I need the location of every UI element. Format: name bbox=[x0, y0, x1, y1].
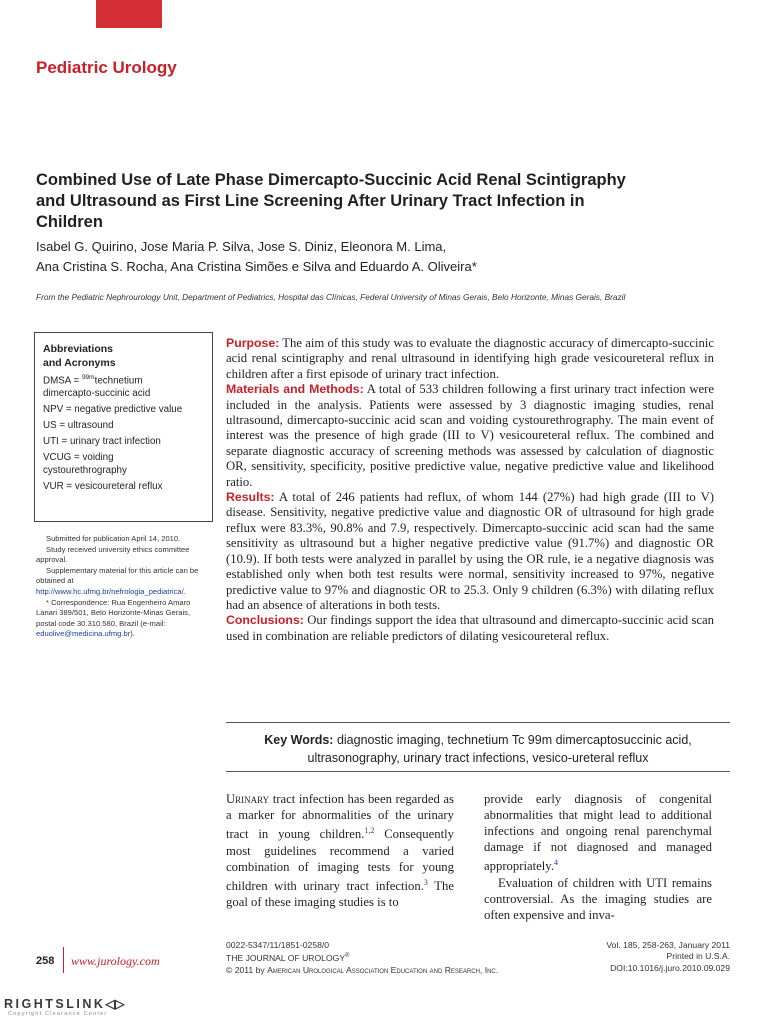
abbreviations-title-line-2: and Acronyms bbox=[43, 357, 116, 369]
abbr-dmsa bbox=[43, 371, 205, 400]
conclusions-text: Our findings support the idea that ultrasound and dimercapto-succinic acid scan used in combination are reliable predictors of dilating vesicoureteral reflux. bbox=[226, 613, 714, 643]
keywords-text: diagnostic imaging, technetium Tc 99m dimercaptosuccinic acid, ultrasonography, urinary tract infections, vesico-ureteral reflux bbox=[307, 733, 692, 765]
footnote-supp-end: . bbox=[183, 586, 186, 596]
footer-citation-info bbox=[540, 940, 730, 974]
section-color-tab bbox=[96, 0, 162, 28]
footer-publication-info bbox=[226, 940, 566, 976]
page-number: 258 bbox=[36, 955, 55, 967]
body-col1-text-c: The goal of these imaging studies is to bbox=[226, 878, 454, 910]
footer-volume: Vol. 185, 258-263, January 2011 bbox=[606, 940, 730, 950]
methods-text: A total of 533 children following a first urinary tract infection were included in the analysis. Patients were assessed by 3 diagnostic imaging studies, renal ultrasound, dimercapto-succinic acid scan and voiding cystourethrography. The main event of interest was the presence of high grade (III to V) vesicoureteral reflux. The combined and separate diagnostic accuracy of screening methods was assessed by calculation of diagnostic OR, sensitivity, specificity, positive predictive value, negative predictive value and likelihood ratio. bbox=[226, 382, 715, 489]
body-column-2 bbox=[484, 791, 712, 923]
keywords-rule-top bbox=[226, 722, 730, 723]
rightslink-brand: RIGHTSLINK bbox=[4, 997, 106, 1011]
footnotes bbox=[36, 534, 212, 640]
citation-ref-4[interactable]: 4 bbox=[554, 858, 558, 868]
footer-issn: 0022-5347/11/1851-0258/0 bbox=[226, 940, 330, 950]
footer-copyright-prefix: © 2011 by bbox=[226, 964, 268, 975]
purpose-text: The aim of this study was to evaluate the diagnostic accuracy of dimercapto-succinic acid renal scintigraphy and renal ultrasound in identifying high grade vesicoureteral reflux in children after a first episode of urinary tract infection. bbox=[226, 336, 714, 381]
footnote-correspondence bbox=[36, 598, 212, 640]
abstract-purpose bbox=[226, 336, 714, 382]
footnote-supplementary bbox=[36, 566, 212, 598]
footer-copyright bbox=[226, 965, 566, 976]
abbr-npv: NPV = negative predictive value bbox=[43, 404, 183, 416]
footer-printed: Printed in U.S.A. bbox=[666, 951, 730, 962]
abbreviations-box bbox=[34, 332, 213, 522]
body-col1-text-a: tract infection has been regarded as a marker for abnormalities of the urinary tract in young children. bbox=[226, 792, 454, 842]
abbr-vur: VUR = vesicoureteral reflux bbox=[43, 481, 163, 493]
footnote-supp-text: Supplementary material for this article can be obtained at bbox=[36, 565, 199, 586]
abbr-uti: UTI = urinary tract infection bbox=[43, 436, 161, 448]
abbr-dmsa-line-2: dimercapto-succinic acid bbox=[43, 388, 151, 400]
footer-journal bbox=[226, 951, 566, 964]
footnote-ethics: Study received university ethics committee approval. bbox=[36, 544, 190, 565]
footer-journal-name: THE JOURNAL OF UROLOGY bbox=[226, 953, 346, 964]
footer-doi: DOI:10.1016/j.juro.2010.09.029 bbox=[610, 962, 730, 973]
footnote-corr-text: * Correspondence: Rua Engenheiro Amaro Lanari 389/501, Belo Horizonte-Minas Gerais, postal code 30.310.580, Brazil (e-mail: bbox=[36, 597, 191, 628]
abstract bbox=[226, 336, 714, 644]
results-text: A total of 246 patients had reflux, of whom 144 (27%) had high grade (III to V) disease. Sensitivity, negative predictive value and diagnostic OR of ultrasound for high grade reflux were 83.3%, 90.8% and 7.9, respectively. Dimercapto-succinic acid scan had the same sensitivity as ultrasound but a higher negative predictive value (91.7%) and diagnostic OR (10.9). If both tests were analyzed in parallel by using the OR rule, ie a negative diagnosis was established only when both test results were normal, sensitivity increased to 97%, negative predictive value to 97% and diagnostic OR to 25.3. Only 9 children (6.3%) with dilating reflux had an absence of alterations in both tests. bbox=[226, 490, 714, 612]
supplementary-link[interactable]: http://www.hc.ufmg.br/nefrologia_pediatrica/ bbox=[36, 586, 184, 596]
abbr-vcug bbox=[43, 451, 205, 477]
author-list bbox=[36, 237, 676, 277]
body-lead-word: Urinary bbox=[226, 792, 270, 806]
body-col2-paragraph-2 bbox=[484, 875, 712, 923]
abbr-dmsa-def: technetium bbox=[94, 375, 143, 387]
body-col2-text-b: Evaluation of children with UTI remains controversial. As the imaging studies are often expensive and inva- bbox=[484, 875, 712, 922]
abstract-methods bbox=[226, 382, 714, 490]
purpose-heading: Purpose: bbox=[226, 336, 280, 350]
abbr-us: US = ultrasound bbox=[43, 420, 114, 432]
authors-line-2: Ana Cristina S. Rocha, Ana Cristina Simões e Silva and Eduardo A. Oliveira* bbox=[36, 259, 477, 274]
footnote-submitted: Submitted for publication April 14, 2010. bbox=[46, 534, 181, 543]
abbr-vcug-line-1: VCUG = voiding bbox=[43, 452, 114, 464]
footer-registered-mark: ® bbox=[345, 953, 350, 960]
abbr-vcug-line-2: cystourethrography bbox=[43, 465, 127, 477]
affiliation: From the Pediatric Nephrourology Unit, Department of Pediatrics, Hospital das Clínicas, Federal University of Minas Gerais, Belo Horizonte, Minas Gerais, Brazil bbox=[36, 292, 626, 302]
rightslink-subtitle: Copyright Clearance Center bbox=[8, 1011, 108, 1017]
journal-url-link[interactable]: www.jurology.com bbox=[71, 954, 160, 968]
rightslink-arrow-icon: ◁▷ bbox=[105, 997, 125, 1011]
keywords-rule-bottom bbox=[226, 771, 730, 772]
body-col1-text-b: Consequently most guidelines recommend a varied combination of imaging tests for young children with urinary tract infection. bbox=[226, 827, 454, 893]
conclusions-heading: Conclusions: bbox=[226, 613, 304, 628]
rightslink-logo bbox=[4, 996, 125, 1011]
abbreviations-title bbox=[43, 342, 205, 370]
keywords bbox=[226, 731, 730, 767]
keywords-label: Key Words: bbox=[264, 733, 334, 747]
abstract-results bbox=[226, 490, 714, 613]
abbr-dmsa-term: DMSA = bbox=[43, 375, 82, 387]
body-col2-paragraph-1 bbox=[484, 791, 712, 875]
results-heading: Results: bbox=[226, 490, 275, 505]
page-number-separator bbox=[63, 947, 64, 973]
body-col2-text-a: provide early diagnosis of congenital abnormalities that might lead to additional infections and ongoing renal parenchymal damage if not diagnosed and managed appropriately. bbox=[484, 792, 712, 874]
body-column-1 bbox=[226, 791, 454, 910]
footer-copyright-org: American Urological Association Education and Research, Inc. bbox=[267, 964, 499, 975]
methods-heading: Materials and Methods: bbox=[226, 382, 364, 397]
correspondence-email-link[interactable]: eduolive@medicina.ufmg.br bbox=[36, 629, 131, 639]
citation-ref-1-2[interactable]: 1,2 bbox=[364, 826, 375, 836]
section-label: Pediatric Urology bbox=[36, 58, 177, 77]
article-title: Combined Use of Late Phase Dimercapto-Succinic Acid Renal Scintigraphy and Ultrasound as First Line Screening After Urinary Tract Infection in Children bbox=[36, 171, 626, 231]
citation-ref-3[interactable]: 3 bbox=[423, 877, 428, 887]
abbr-dmsa-isotope: 99m bbox=[81, 374, 95, 381]
abstract-conclusions bbox=[226, 613, 714, 644]
authors-line-1: Isabel G. Quirino, Jose Maria P. Silva, Jose S. Diniz, Eleonora M. Lima, bbox=[36, 239, 447, 254]
footnote-corr-end: ). bbox=[130, 629, 135, 639]
abbreviations-title-line-1: Abbreviations bbox=[43, 343, 114, 355]
abbr-dmsa-line-1 bbox=[43, 371, 205, 387]
